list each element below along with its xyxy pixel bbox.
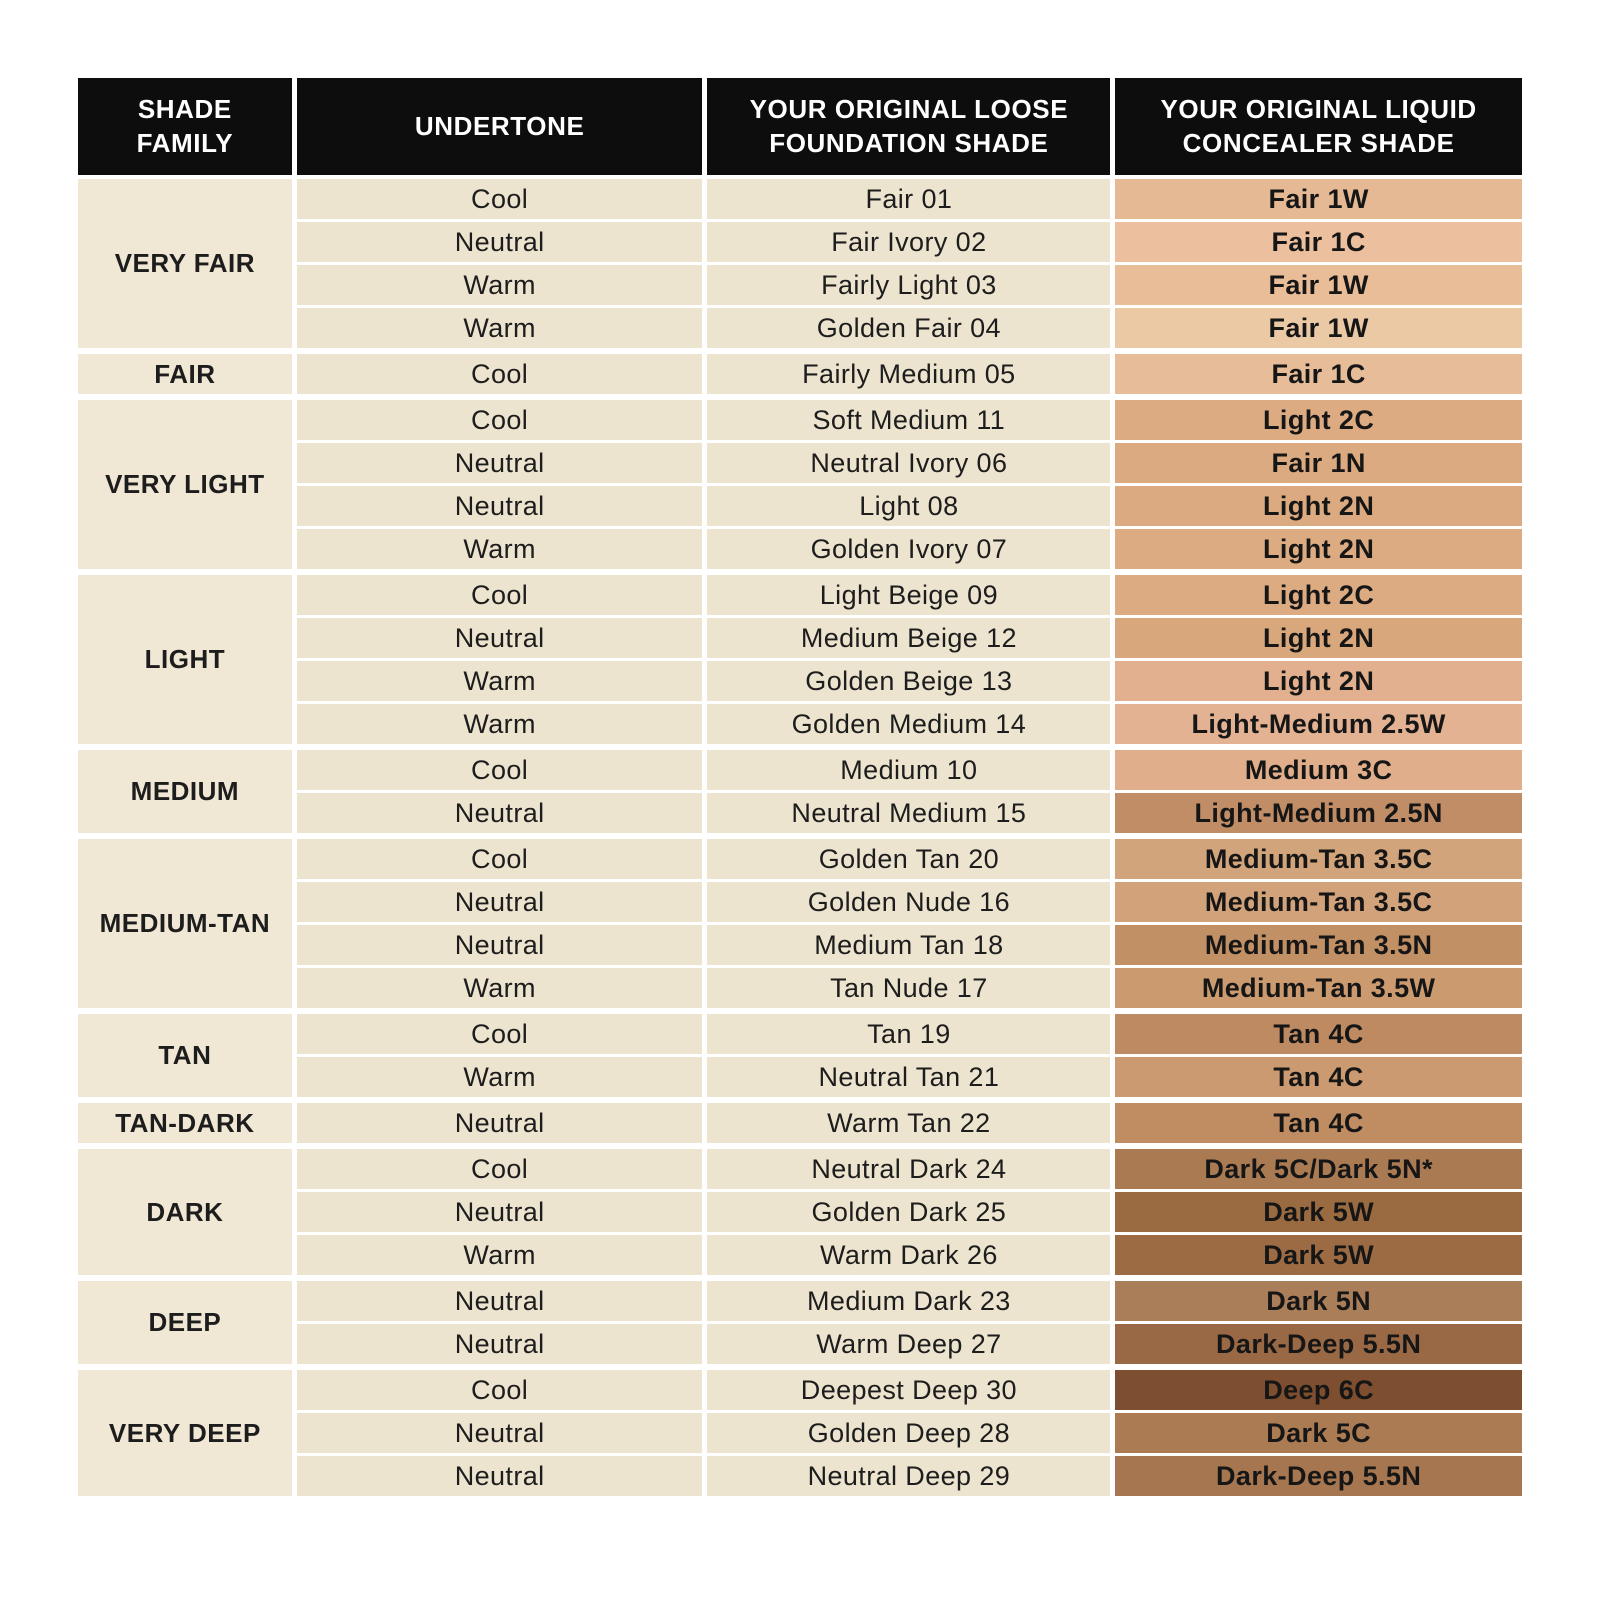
foundation-shade-cell: Warm Tan 22 (707, 1103, 1110, 1143)
undertone-cell: Neutral (297, 618, 703, 658)
shade-family-cell: MEDIUM-TAN (78, 839, 292, 1008)
undertone-cell: Warm (297, 704, 703, 744)
shade-family-cell: MEDIUM (78, 750, 292, 833)
undertone-cell: Warm (297, 1057, 703, 1097)
concealer-shade-cell: Fair 1C (1115, 354, 1522, 394)
undertone-cell: Neutral (297, 443, 703, 483)
foundation-shade-cell: Golden Dark 25 (707, 1192, 1110, 1232)
shade-family-cell: TAN-DARK (78, 1103, 292, 1143)
concealer-shade-cell: Light 2N (1115, 486, 1522, 526)
undertone-cell: Cool (297, 354, 703, 394)
header-shade-family: SHADE FAMILY (78, 78, 292, 175)
undertone-cell: Warm (297, 308, 703, 348)
shade-family-group (78, 179, 1522, 348)
foundation-shade-cell: Light Beige 09 (707, 575, 1110, 615)
shade-family-cell: DARK (78, 1149, 292, 1275)
shade-family-group (78, 1149, 1522, 1275)
shade-family-group (78, 400, 1522, 569)
concealer-shade-cell: Medium-Tan 3.5C (1115, 882, 1522, 922)
shade-family-group (78, 750, 1522, 833)
undertone-cell: Cool (297, 1149, 703, 1189)
shade-family-group (78, 354, 1522, 394)
shade-family-cell: LIGHT (78, 575, 292, 744)
concealer-shade-cell: Fair 1N (1115, 443, 1522, 483)
concealer-shade-cell: Dark 5C/Dark 5N* (1115, 1149, 1522, 1189)
foundation-shade-cell: Fair 01 (707, 179, 1110, 219)
shade-family-group (78, 1103, 1522, 1143)
foundation-shade-cell: Medium Beige 12 (707, 618, 1110, 658)
concealer-shade-cell: Medium-Tan 3.5W (1115, 968, 1522, 1008)
foundation-shade-cell: Neutral Medium 15 (707, 793, 1110, 833)
concealer-shade-cell: Medium-Tan 3.5N (1115, 925, 1522, 965)
undertone-cell: Cool (297, 400, 703, 440)
undertone-cell: Cool (297, 179, 703, 219)
foundation-shade-cell: Neutral Deep 29 (707, 1456, 1110, 1496)
concealer-shade-cell: Light 2C (1115, 400, 1522, 440)
undertone-cell: Warm (297, 529, 703, 569)
foundation-shade-cell: Golden Nude 16 (707, 882, 1110, 922)
undertone-cell: Warm (297, 1235, 703, 1275)
foundation-shade-cell: Golden Deep 28 (707, 1413, 1110, 1453)
foundation-shade-cell: Neutral Dark 24 (707, 1149, 1110, 1189)
concealer-shade-cell: Light 2C (1115, 575, 1522, 615)
shade-family-cell: VERY FAIR (78, 179, 292, 348)
concealer-shade-cell: Dark 5W (1115, 1235, 1522, 1275)
concealer-shade-cell: Medium 3C (1115, 750, 1522, 790)
undertone-cell: Neutral (297, 882, 703, 922)
concealer-shade-cell: Fair 1W (1115, 265, 1522, 305)
shade-family-group (78, 1370, 1522, 1496)
shade-family-cell: TAN (78, 1014, 292, 1097)
table-header-row (78, 78, 1522, 175)
shade-match-table (78, 78, 1522, 1502)
concealer-shade-cell: Dark 5C (1115, 1413, 1522, 1453)
foundation-shade-cell: Medium Tan 18 (707, 925, 1110, 965)
undertone-cell: Neutral (297, 1281, 703, 1321)
concealer-shade-cell: Dark-Deep 5.5N (1115, 1456, 1522, 1496)
foundation-shade-cell: Warm Deep 27 (707, 1324, 1110, 1364)
shade-family-cell: FAIR (78, 354, 292, 394)
shade-family-group (78, 1281, 1522, 1364)
concealer-shade-cell: Light 2N (1115, 661, 1522, 701)
undertone-cell: Cool (297, 1014, 703, 1054)
undertone-cell: Neutral (297, 1324, 703, 1364)
undertone-cell: Cool (297, 750, 703, 790)
concealer-shade-cell: Light-Medium 2.5N (1115, 793, 1522, 833)
shade-family-cell: VERY LIGHT (78, 400, 292, 569)
foundation-shade-cell: Golden Beige 13 (707, 661, 1110, 701)
foundation-shade-cell: Tan 19 (707, 1014, 1110, 1054)
concealer-shade-cell: Tan 4C (1115, 1014, 1522, 1054)
concealer-shade-cell: Tan 4C (1115, 1057, 1522, 1097)
foundation-shade-cell: Light 08 (707, 486, 1110, 526)
undertone-cell: Neutral (297, 1192, 703, 1232)
concealer-shade-cell: Fair 1W (1115, 179, 1522, 219)
shade-family-cell: DEEP (78, 1281, 292, 1364)
undertone-cell: Neutral (297, 1413, 703, 1453)
concealer-shade-cell: Medium-Tan 3.5C (1115, 839, 1522, 879)
foundation-shade-cell: Golden Medium 14 (707, 704, 1110, 744)
foundation-shade-cell: Medium Dark 23 (707, 1281, 1110, 1321)
undertone-cell: Neutral (297, 793, 703, 833)
undertone-cell: Warm (297, 265, 703, 305)
undertone-cell: Warm (297, 968, 703, 1008)
header-loose-foundation-shade: YOUR ORIGINAL LOOSE FOUNDATION SHADE (707, 78, 1110, 175)
foundation-shade-cell: Fair Ivory 02 (707, 222, 1110, 262)
concealer-shade-cell: Light 2N (1115, 618, 1522, 658)
concealer-shade-cell: Dark-Deep 5.5N (1115, 1324, 1522, 1364)
foundation-shade-cell: Fairly Medium 05 (707, 354, 1110, 394)
header-liquid-concealer-shade: YOUR ORIGINAL LIQUID CONCEALER SHADE (1115, 78, 1522, 175)
undertone-cell: Neutral (297, 222, 703, 262)
shade-family-group (78, 839, 1522, 1008)
shade-family-group (78, 1014, 1522, 1097)
foundation-shade-cell: Neutral Ivory 06 (707, 443, 1110, 483)
concealer-shade-cell: Deep 6C (1115, 1370, 1522, 1410)
undertone-cell: Neutral (297, 1456, 703, 1496)
undertone-cell: Warm (297, 661, 703, 701)
foundation-shade-cell: Warm Dark 26 (707, 1235, 1110, 1275)
table-body (78, 179, 1522, 1496)
foundation-shade-cell: Neutral Tan 21 (707, 1057, 1110, 1097)
foundation-shade-cell: Golden Ivory 07 (707, 529, 1110, 569)
concealer-shade-cell: Dark 5N (1115, 1281, 1522, 1321)
undertone-cell: Cool (297, 839, 703, 879)
concealer-shade-cell: Tan 4C (1115, 1103, 1522, 1143)
concealer-shade-cell: Fair 1C (1115, 222, 1522, 262)
foundation-shade-cell: Deepest Deep 30 (707, 1370, 1110, 1410)
undertone-cell: Cool (297, 1370, 703, 1410)
foundation-shade-cell: Golden Tan 20 (707, 839, 1110, 879)
undertone-cell: Neutral (297, 486, 703, 526)
shade-family-group (78, 575, 1522, 744)
foundation-shade-cell: Tan Nude 17 (707, 968, 1110, 1008)
concealer-shade-cell: Light 2N (1115, 529, 1522, 569)
shade-family-cell: VERY DEEP (78, 1370, 292, 1496)
undertone-cell: Neutral (297, 925, 703, 965)
foundation-shade-cell: Soft Medium 11 (707, 400, 1110, 440)
header-undertone: UNDERTONE (297, 78, 703, 175)
foundation-shade-cell: Medium 10 (707, 750, 1110, 790)
concealer-shade-cell: Dark 5W (1115, 1192, 1522, 1232)
undertone-cell: Cool (297, 575, 703, 615)
concealer-shade-cell: Light-Medium 2.5W (1115, 704, 1522, 744)
foundation-shade-cell: Fairly Light 03 (707, 265, 1110, 305)
undertone-cell: Neutral (297, 1103, 703, 1143)
concealer-shade-cell: Fair 1W (1115, 308, 1522, 348)
foundation-shade-cell: Golden Fair 04 (707, 308, 1110, 348)
